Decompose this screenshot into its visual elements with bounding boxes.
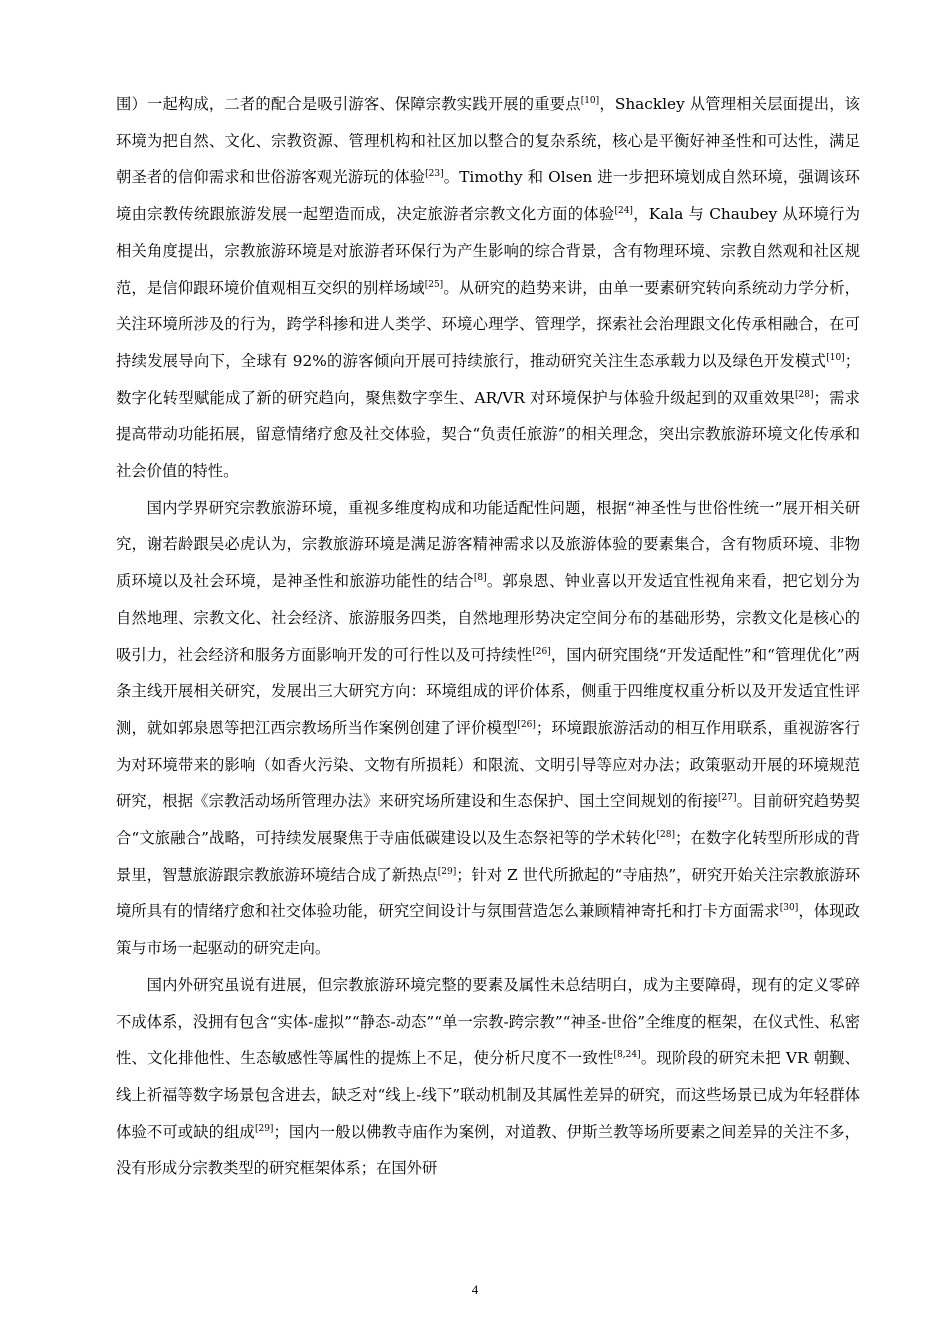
paragraph-2 (116, 490, 860, 967)
text-segment: ，Shackley 从管理相关层面提出，该环境为把自然、文化、宗教资源、管理机构和社区加以整合的复杂系统，核心是平衡好神圣性和可达性，满足朝圣者的信仰需求和世俗游客观光游玩的体验 (116, 95, 860, 187)
citation-reference: [30] (779, 903, 799, 914)
text-segment: 围）一起构成，二者的配合是吸引游客、保障宗教实践开展的重要点 (116, 95, 581, 113)
text-segment: ；需求提高带动功能拓展，留意情绪疗愈及社交体验，契合“负责任旅游”的相关理念，突出宗教旅游环境文化传承和社会价值的特性。 (116, 388, 860, 481)
text-segment: 。郭泉恩、钟业喜以开发适宜性视角来看，把它划分为自然地理、宗教文化、社会经济、旅游服务四类，自然地理形势决定空间分布的基础形势，宗教文化是核心的吸引力，社会经济和服务方面影响开发的可行性以及可持续性 (116, 572, 860, 664)
text-segment: ；环境跟旅游活动的相互作用联系，重视游客行为对环境带来的影响（如香火污染、文物有所损耗）和限流、文明引导等应对办法；政策驱动开展的环境规范研究，根据《宗教活动场所管理办法》来研究场所建设和生态保护、国土空间规划的衔接 (116, 718, 860, 811)
text-segment: 国内外研究虽说有进展，但宗教旅游环境完整的要素及属性未总结明白，成为主要障碍，现有的定义零碎不成体系，没拥有包含“实体-虚拟”“静态-动态”“单一宗教-跨宗教”“神圣-世俗”全维度的框架，在仪式性、私密性、文化排他性、生态敏感性等属性的提炼上不足，使分析尺度不一致性 (116, 975, 860, 1068)
text-segment: 。目前研究趋势契合“文旅融合”战略，可持续发展聚焦于寺庙低碳建设以及生态祭祀等的学术转化 (116, 792, 860, 848)
citation-reference: [24] (614, 206, 633, 217)
citation-reference: [27] (718, 793, 737, 804)
text-segment: ，Kala 与 Chaubey 从环境行为相关角度提出，宗教旅游环境是对旅游者环保行为产生影响的综合背景，含有物理环境、宗教自然观和社区规范，是信仰跟环境价值观相互交织的别样场域 (116, 205, 860, 297)
citation-reference: [29] (437, 866, 457, 877)
text-segment: 。Timothy 和 Olsen 进一步把环境划成自然环境，强调该环境由宗教传统跟旅游发展一起塑造而成，决定旅游者宗教文化方面的体验 (116, 168, 860, 224)
text-segment: 。从研究的趋势来讲，由单一要素研究转向系统动力学分析，关注环境所涉及的行为，跨学科掺和进人类学、环境心理学、管理学，探索社会治理跟文化传承相融合，在可持续发展导向下，全球有 92%的游客倾向开展可持续旅行，推动研究关注生态承载力以及绿色开发模式 (116, 278, 860, 370)
citation-reference: [26] (532, 646, 551, 657)
citation-reference: [28] (656, 829, 675, 840)
citation-reference: [8,24] (613, 1050, 641, 1061)
text-segment: ；国内一般以佛教寺庙作为案例，对道教、伊斯兰教等场所要素之间差异的关注不多，没有形成分宗教类型的研究框架体系；在国外研 (116, 1122, 860, 1178)
text-segment: ；针对 Z 世代所掀起的“寺庙热”，研究开始关注宗教旅游环境所具有的情绪疗愈和社交体验功能，研究空间设计与氛围营造怎么兼顾精神寄托和打卡方面需求 (116, 865, 860, 921)
citation-reference: [25] (424, 279, 444, 290)
citation-reference: [8] (473, 573, 487, 584)
page-number: 4 (471, 1282, 479, 1297)
text-segment: ；在数字化转型所形成的背景里，智慧旅游跟宗教旅游环境结合成了新热点 (116, 829, 860, 884)
citation-reference: [29] (254, 1123, 274, 1134)
body-text (116, 86, 860, 1187)
text-segment: ；数字化转型赋能成了新的研究趋向，聚焦数字孪生、AR/VR 对环境保护与体验升级起到的双重效果 (116, 351, 860, 407)
text-segment: ，国内研究围绕“开发适配性”和“管理优化”两条主线开展相关研究，发展出三大研究方向：环境组成的评价体系，侧重于四维度权重分析以及开发适宜性评测，就如郭泉恩等把江西宗教场所当作案例创建了评价模型 (116, 645, 860, 737)
citation-reference: [28] (795, 389, 814, 400)
citation-reference: [23] (425, 169, 444, 180)
citation-reference: [10] (580, 95, 600, 106)
citation-reference: [10] (826, 352, 845, 363)
paragraph-1 (116, 86, 860, 490)
citation-reference: [26] (517, 719, 536, 730)
text-segment: 。现阶段的研究未把 VR 朝觐、线上祈福等数字场景包含进去，缺乏对“线上-线下”联动机制及其属性差异的研究，而这些场景已成为年轻群体体验不可或缺的组成 (116, 1049, 860, 1141)
paragraph-3 (116, 967, 860, 1187)
text-segment: 国内学界研究宗教旅游环境，重视多维度构成和功能适配性问题，根据“神圣性与世俗性统一”展开相关研究，谢若龄跟吴必虎认为，宗教旅游环境是满足游客精神需求以及旅游体验的要素集合，含有物质环境、非物质环境以及社会环境，是神圣性和旅游功能性的结合 (116, 498, 860, 591)
text-segment: ，体现政策与市场一起驱动的研究走向。 (116, 902, 860, 958)
